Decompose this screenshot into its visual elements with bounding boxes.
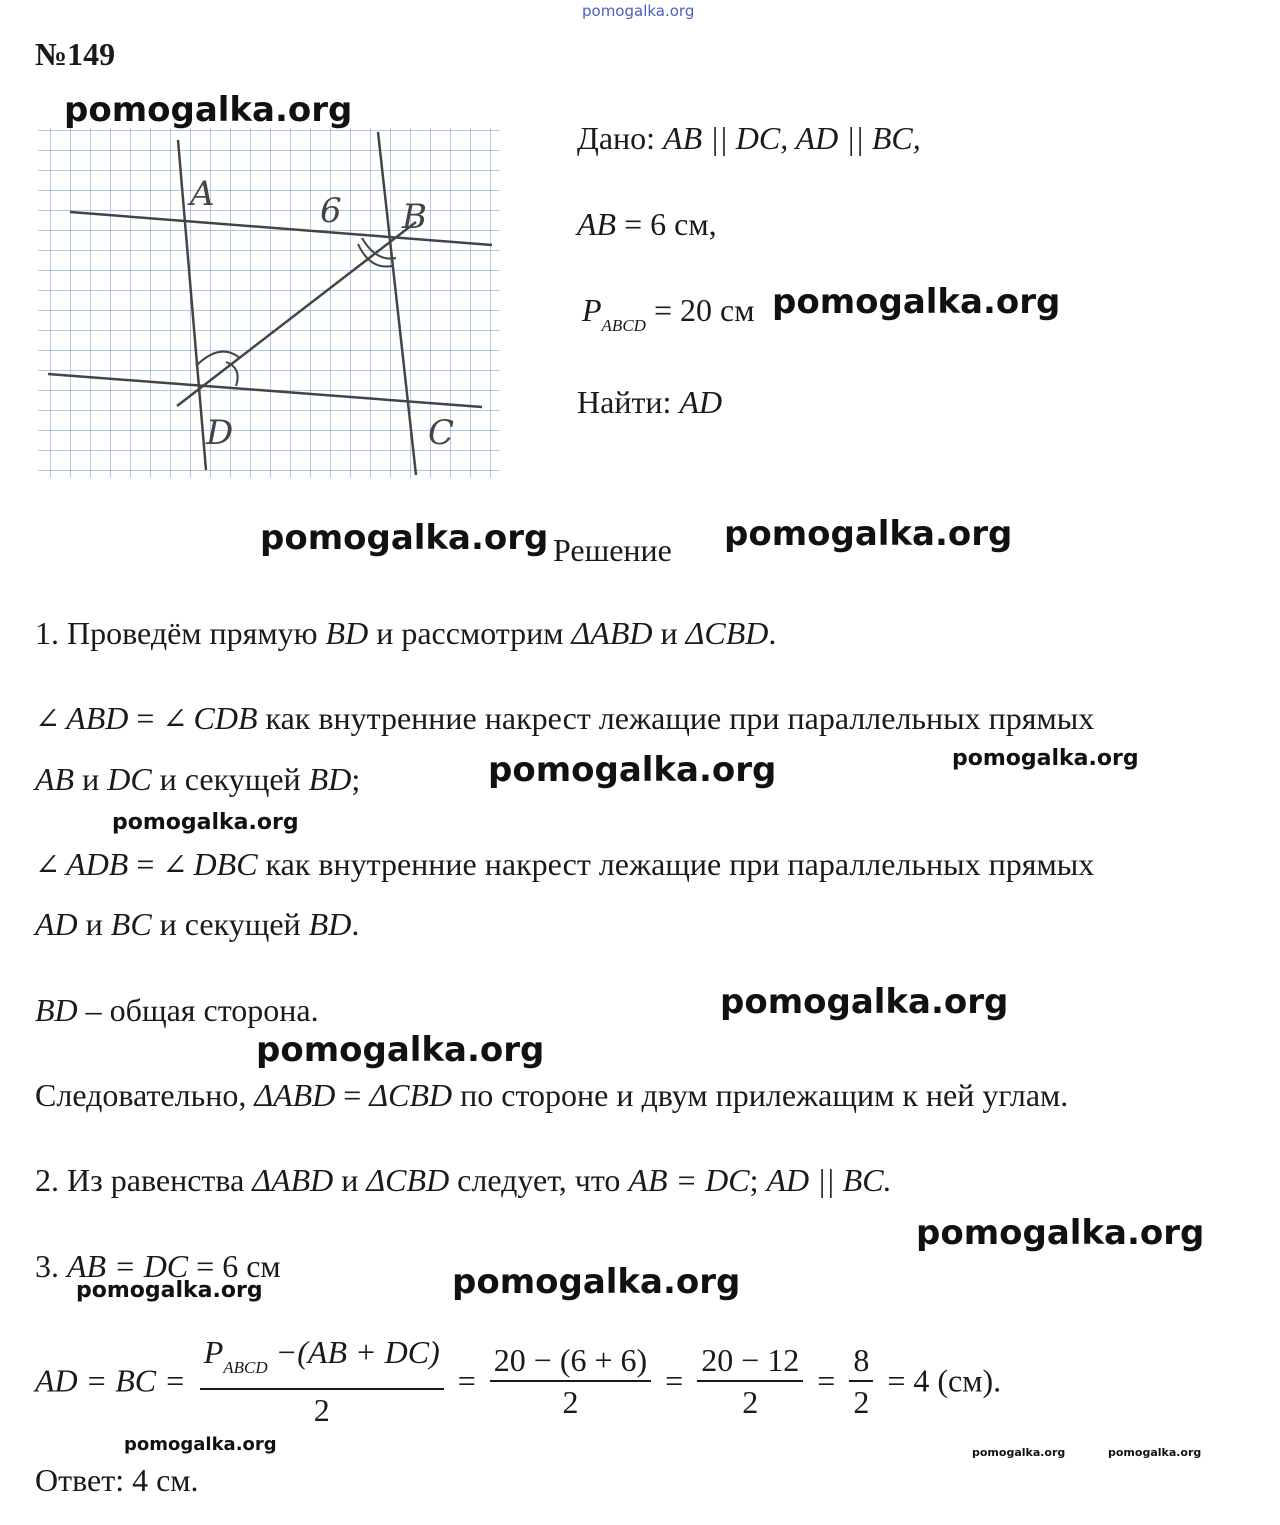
problem-number: №149	[35, 36, 116, 72]
math: ΔCBD	[685, 615, 769, 651]
text: =	[128, 700, 163, 736]
math: BD	[308, 761, 352, 797]
answer: Ответ: 4 см.	[35, 1462, 199, 1498]
angle-icon: ∠	[162, 849, 188, 882]
formula-result: = 4 (см).	[887, 1362, 1002, 1399]
watermark: pomogalka.org	[452, 1262, 741, 1302]
text: 2. Из равенства	[35, 1162, 253, 1198]
angle-equality-1-line-2	[35, 761, 360, 798]
text: и	[652, 615, 686, 651]
fraction-1-numerator	[200, 1332, 444, 1390]
step-2	[35, 1162, 892, 1199]
math: ABD	[66, 700, 129, 736]
fraction-1	[200, 1332, 444, 1430]
watermark: pomogalka.org	[724, 514, 1013, 554]
watermark: pomogalka.org	[64, 90, 353, 130]
perimeter-symbol: P	[582, 292, 602, 328]
conclusion	[35, 1077, 1068, 1114]
given-line-1	[577, 120, 921, 157]
text: Следовательно,	[35, 1077, 255, 1113]
fraction-4-denominator: 2	[853, 1384, 870, 1420]
watermark: pomogalka.org	[124, 1434, 277, 1455]
step-1	[35, 615, 776, 652]
text: и	[333, 1162, 367, 1198]
math: ΔABD	[252, 1162, 334, 1198]
math: AB	[35, 761, 75, 797]
fraction-4-numerator: 8	[849, 1340, 873, 1382]
subscript: ABCD	[223, 1358, 268, 1377]
equals: =	[457, 1362, 476, 1399]
text: .	[351, 906, 360, 942]
fraction-3-numerator: 20 − 12	[697, 1340, 803, 1382]
math: ΔCBD	[366, 1162, 450, 1198]
text: и рассмотрим	[368, 615, 572, 651]
math: −(AB + DC)	[267, 1334, 440, 1370]
text: и секущей	[151, 761, 309, 797]
math: AD || BC.	[766, 1162, 892, 1198]
given-parallel: AB || DC, AD || BC,	[663, 120, 921, 156]
text: как внутренние накрест лежащие при параллельных прямых	[257, 846, 1095, 882]
angle-equality-2-line-2	[35, 906, 359, 943]
text: 1. Проведём прямую	[35, 615, 326, 651]
angle-equality-2	[35, 846, 1094, 883]
label-d: D	[206, 413, 234, 453]
equals: =	[817, 1362, 836, 1399]
given-ab: AB	[577, 206, 617, 242]
text: и	[74, 761, 108, 797]
equals: =	[665, 1362, 684, 1399]
math: BC	[110, 906, 152, 942]
text: как внутренние накрест лежащие при параллельных прямых	[257, 700, 1095, 736]
watermark: pomogalka.org	[260, 518, 549, 558]
math: CDB	[193, 700, 258, 736]
text: следует, что	[449, 1162, 629, 1198]
watermark: pomogalka.org	[76, 1278, 263, 1303]
math: DBC	[193, 846, 258, 882]
text: ;	[749, 1162, 767, 1198]
fraction-3	[697, 1340, 803, 1422]
given-prefix: Дано:	[577, 120, 664, 156]
watermark: pomogalka.org	[488, 750, 777, 790]
watermark: pomogalka.org	[256, 1030, 545, 1070]
label-side-6: 6	[320, 191, 342, 231]
text: по стороне и двум прилежащим к ней углам.	[452, 1077, 1069, 1113]
angle-icon: ∠	[35, 849, 61, 882]
watermark: pomogalka.org	[772, 282, 1061, 322]
angle-equality-1	[35, 700, 1094, 737]
perimeter-value: = 20 см	[645, 292, 755, 328]
math: ΔCBD	[369, 1077, 453, 1113]
find-prefix: Найти:	[577, 384, 680, 420]
text: ;	[351, 761, 361, 797]
formula	[35, 1332, 1001, 1430]
math: ADB	[66, 846, 129, 882]
text: .	[768, 615, 777, 651]
angle-icon: ∠	[162, 703, 188, 736]
fraction-4	[849, 1340, 873, 1422]
watermark: pomogalka.org	[1108, 1446, 1202, 1459]
watermark: pomogalka.org	[972, 1446, 1066, 1459]
text: – общая сторона.	[77, 992, 319, 1028]
math: BD	[35, 992, 78, 1028]
watermark: pomogalka.org	[720, 982, 1009, 1022]
perimeter-subscript: ABCD	[601, 316, 646, 335]
math: AB = DC	[628, 1162, 750, 1198]
given-line-3	[582, 292, 754, 336]
formula-lhs: AD = BC =	[35, 1362, 186, 1399]
fraction-1-denominator: 2	[313, 1392, 330, 1428]
solution-heading: Решение	[553, 532, 672, 568]
site-header-link[interactable]: pomogalka.org	[582, 2, 695, 20]
angle-icon: ∠	[35, 703, 61, 736]
math: P	[203, 1334, 224, 1370]
text: = 6 см	[188, 1248, 281, 1284]
given-ab-value: = 6 см,	[616, 206, 717, 242]
fraction-2-denominator: 2	[562, 1384, 579, 1420]
fraction-2-numerator: 20 − (6 + 6)	[490, 1340, 651, 1382]
find-target: AD	[679, 384, 723, 420]
text: и секущей	[151, 906, 309, 942]
given-line-2	[577, 206, 717, 243]
math: AB = DC	[67, 1248, 189, 1284]
geometry-figure	[30, 110, 510, 490]
math: ΔABD	[571, 615, 653, 651]
fraction-3-denominator: 2	[742, 1384, 759, 1420]
watermark: pomogalka.org	[952, 746, 1139, 771]
text: =	[128, 846, 163, 882]
label-a: A	[190, 174, 215, 214]
math: DC	[107, 761, 152, 797]
watermark: pomogalka.org	[916, 1213, 1205, 1253]
text: и	[77, 906, 111, 942]
given-find	[577, 384, 722, 421]
fraction-2	[490, 1340, 651, 1422]
text: =	[335, 1077, 370, 1113]
math: BD	[325, 615, 369, 651]
math: BD	[308, 906, 352, 942]
watermark: pomogalka.org	[112, 810, 299, 835]
math: ΔABD	[254, 1077, 336, 1113]
label-c: C	[428, 413, 455, 453]
label-b: B	[402, 197, 427, 237]
math: AD	[35, 906, 78, 942]
common-side	[35, 992, 319, 1029]
text: 3.	[35, 1248, 67, 1284]
